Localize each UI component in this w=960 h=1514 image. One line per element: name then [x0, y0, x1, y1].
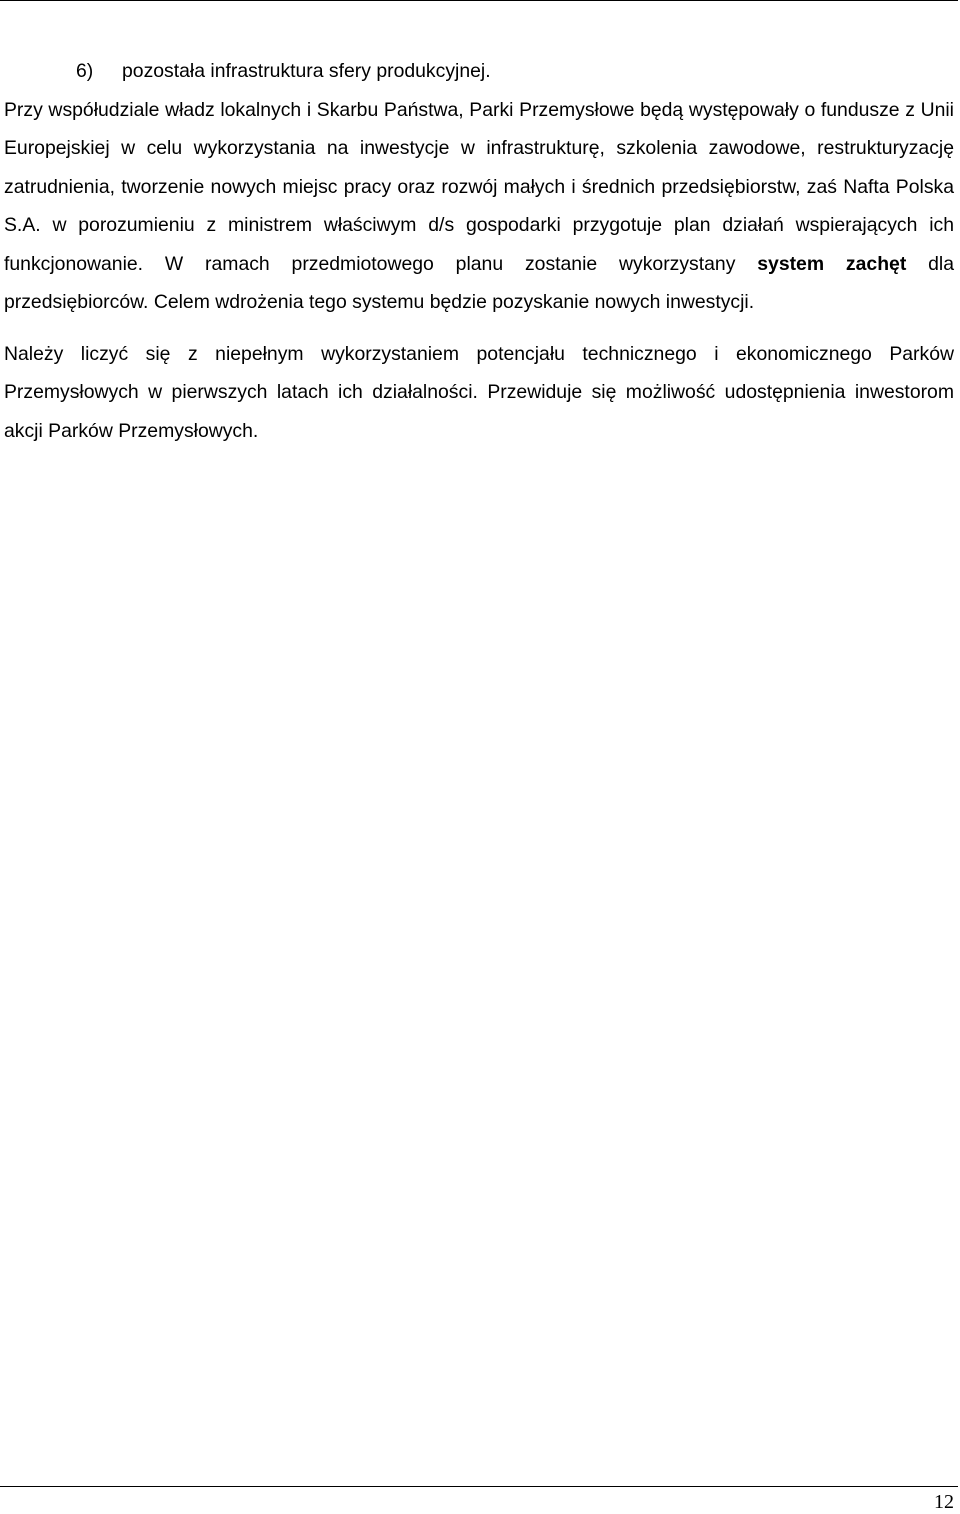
paragraph-parks-funding	[4, 91, 954, 322]
document-body	[4, 52, 954, 450]
paragraph-1-emphasis: system zachęt	[757, 252, 907, 275]
list-item-6	[76, 52, 954, 91]
header-rule	[0, 0, 958, 1]
paragraph-2-text: Należy liczyć się z niepełnym wykorzystaniem potencjału technicznego i ekonomicznego Parków Przemysłowych w pierwszych latach ich działalności. Przewiduje się możliwość udostępnienia inwestorom akcji Parków Przemysłowych.	[4, 342, 954, 442]
list-item-number: 6)	[76, 60, 94, 82]
footer-rule	[0, 1486, 958, 1487]
list-item-text: pozostała infrastruktura sfery produkcyjnej.	[122, 60, 491, 82]
paragraph-1-text-b: dla przedsiębiorców. Celem wdrożenia tego systemu będzie pozyskanie nowych inwestycji.	[4, 252, 955, 313]
page-number: 12	[934, 1491, 954, 1513]
paragraph-1-text-a: Przy współudziale władz lokalnych i Skarbu Państwa, Parki Przemysłowe będą występowały o fundusze z Unii Europejskiej w celu wykorzystania na inwestycje w infrastrukturę, szkolenia zawodowe, restrukturyzację zatrudnienia, tworzenie nowych miejsc pracy oraz rozwój małych i średnich przedsiębiorstw, zaś Nafta Polska S.A. w porozumieniu z ministrem właściwym d/s gospodarki przygotuje plan działań wspierających ich funkcjonowanie. W ramach przedmiotowego planu zostanie wykorzystany	[4, 98, 954, 275]
paragraph-parks-potential	[4, 335, 954, 451]
